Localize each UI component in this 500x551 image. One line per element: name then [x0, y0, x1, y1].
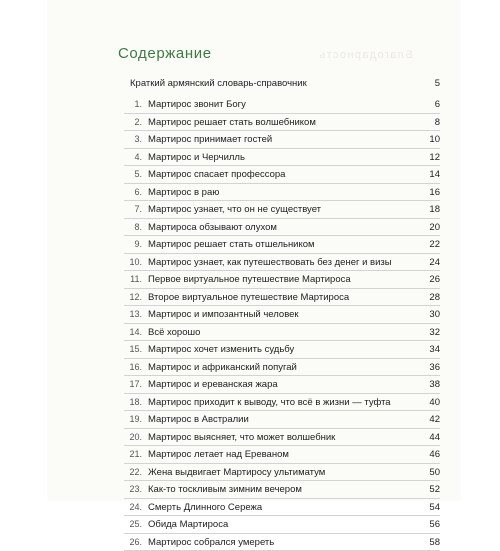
toc-entry — [124, 429, 440, 447]
toc-entry — [124, 341, 440, 359]
toc-entry-number: 7. — [124, 204, 142, 214]
toc-entry-title: Мартирос и импозантный человек — [148, 309, 299, 320]
toc-entry — [124, 499, 440, 517]
toc-entry — [124, 254, 440, 272]
toc-entry-title: Мартирос летает над Ереваном — [148, 449, 289, 460]
page-title: Содержание — [118, 45, 212, 62]
toc-entry-title: Мартирос и Черчилль — [148, 152, 245, 163]
toc-entry-page: 46 — [429, 449, 440, 460]
toc-entry-title: Второе виртуальное путешествие Мартироса — [148, 292, 349, 303]
toc-entry — [124, 324, 440, 342]
toc-entry-page: 24 — [429, 257, 440, 268]
toc-entry-number: 25. — [124, 519, 142, 529]
toc-entry-number: 8. — [124, 222, 142, 232]
table-of-contents — [124, 96, 440, 551]
toc-entry-title: Мартирос решает стать отшельником — [148, 239, 315, 250]
toc-entry-page: 12 — [429, 152, 440, 163]
toc-entry-title: Мартирос и ереванская жара — [148, 379, 278, 390]
toc-entry-title: Первое виртуальное путешествие Мартироса — [148, 274, 351, 285]
toc-entry — [124, 236, 440, 254]
toc-entry — [124, 219, 440, 237]
toc-entry-title: Мартирос хочет изменить судьбу — [148, 344, 294, 355]
toc-entry-number: 24. — [124, 502, 142, 512]
toc-entry-title: Жена выдвигает Мартиросу ультиматум — [148, 467, 325, 478]
toc-entry-page: 56 — [429, 519, 440, 530]
toc-entry-page: 50 — [429, 467, 440, 478]
toc-entry — [124, 96, 440, 114]
toc-entry-page: 6 — [435, 99, 440, 110]
toc-entry-page: 14 — [429, 169, 440, 180]
toc-entry-number: 19. — [124, 414, 142, 424]
toc-entry — [124, 376, 440, 394]
toc-entry — [124, 289, 440, 307]
toc-entry-page: 18 — [429, 204, 440, 215]
toc-intro-entry — [130, 78, 440, 89]
toc-entry-page: 32 — [429, 327, 440, 338]
toc-entry-number: 20. — [124, 432, 142, 442]
toc-entry-page: 58 — [429, 537, 440, 548]
toc-entry-number: 16. — [124, 362, 142, 372]
toc-entry-number: 4. — [124, 152, 142, 162]
toc-entry-page: 52 — [429, 484, 440, 495]
toc-entry — [124, 464, 440, 482]
toc-entry-page: 22 — [429, 239, 440, 250]
toc-entry — [124, 359, 440, 377]
toc-entry-page: 20 — [429, 222, 440, 233]
toc-entry — [124, 131, 440, 149]
toc-entry — [124, 481, 440, 499]
toc-entry-title: Мартирос в Австралии — [148, 414, 249, 425]
toc-entry-number: 2. — [124, 117, 142, 127]
toc-entry-number: 21. — [124, 449, 142, 459]
toc-entry-number: 10. — [124, 257, 142, 267]
toc-entry — [124, 394, 440, 412]
toc-entry-page: 16 — [429, 187, 440, 198]
toc-intro-page: 5 — [435, 78, 440, 89]
toc-entry-page: 36 — [429, 362, 440, 373]
toc-entry-title: Мартирос приходит к выводу, что всё в жизни — туфта — [148, 397, 391, 408]
toc-entry — [124, 149, 440, 167]
toc-entry-title: Мартирос и африканский попугай — [148, 362, 297, 373]
toc-entry-page: 44 — [429, 432, 440, 443]
toc-entry — [124, 166, 440, 184]
toc-entry — [124, 114, 440, 132]
toc-entry-number: 23. — [124, 484, 142, 494]
toc-entry-number: 26. — [124, 537, 142, 547]
toc-entry-title: Мартироса обзывают олухом — [148, 222, 277, 233]
toc-entry-title: Мартирос выясняет, что может волшебник — [148, 432, 335, 443]
toc-entry-number: 22. — [124, 467, 142, 477]
toc-entry-title: Как-то тоскливым зимним вечером — [148, 484, 302, 495]
toc-entry-page: 42 — [429, 414, 440, 425]
toc-entry-number: 1. — [124, 99, 142, 109]
toc-entry-number: 18. — [124, 397, 142, 407]
toc-entry-number: 11. — [124, 274, 142, 284]
toc-entry — [124, 516, 440, 534]
toc-entry — [124, 411, 440, 429]
toc-entry-page: 34 — [429, 344, 440, 355]
toc-entry — [124, 306, 440, 324]
toc-entry-page: 40 — [429, 397, 440, 408]
toc-entry — [124, 534, 440, 551]
toc-entry-page: 26 — [429, 274, 440, 285]
toc-entry-number: 9. — [124, 239, 142, 249]
book-page — [48, 0, 460, 500]
toc-entry-title: Мартирос решает стать волшебником — [148, 117, 316, 128]
toc-intro-title: Краткий армянский словарь-справочник — [130, 78, 307, 89]
toc-entry-page: 54 — [429, 502, 440, 513]
toc-entry — [124, 446, 440, 464]
toc-entry-number: 12. — [124, 292, 142, 302]
toc-entry-number: 14. — [124, 327, 142, 337]
toc-entry-title: Мартирос звонит Богу — [148, 99, 246, 110]
toc-entry-page: 38 — [429, 379, 440, 390]
toc-entry-page: 8 — [435, 117, 440, 128]
toc-entry-title: Мартирос спасает профессора — [148, 169, 285, 180]
toc-entry-page: 10 — [429, 134, 440, 145]
toc-entry-title: Мартирос узнает, как путешествовать без денег и визы — [148, 257, 392, 268]
toc-entry — [124, 201, 440, 219]
toc-entry-number: 13. — [124, 309, 142, 319]
toc-entry-title: Обида Мартироса — [148, 519, 228, 530]
toc-entry-page: 30 — [429, 309, 440, 320]
toc-entry-title: Всё хорошо — [148, 327, 200, 338]
toc-entry-number: 6. — [124, 187, 142, 197]
toc-entry-title: Мартирос узнает, что он не существует — [148, 204, 321, 215]
toc-entry-number: 3. — [124, 134, 142, 144]
toc-entry-number: 5. — [124, 169, 142, 179]
toc-entry-title: Мартирос принимает гостей — [148, 134, 272, 145]
toc-entry — [124, 271, 440, 289]
toc-entry-number: 17. — [124, 379, 142, 389]
toc-entry-title: Мартирос собрался умереть — [148, 537, 274, 548]
toc-entry-number: 15. — [124, 344, 142, 354]
toc-entry — [124, 184, 440, 202]
toc-entry-title: Смерть Длинного Сережа — [148, 502, 262, 513]
bleed-through-text: Благодарность — [318, 49, 413, 61]
toc-entry-title: Мартирос в раю — [148, 187, 219, 198]
toc-entry-page: 28 — [429, 292, 440, 303]
